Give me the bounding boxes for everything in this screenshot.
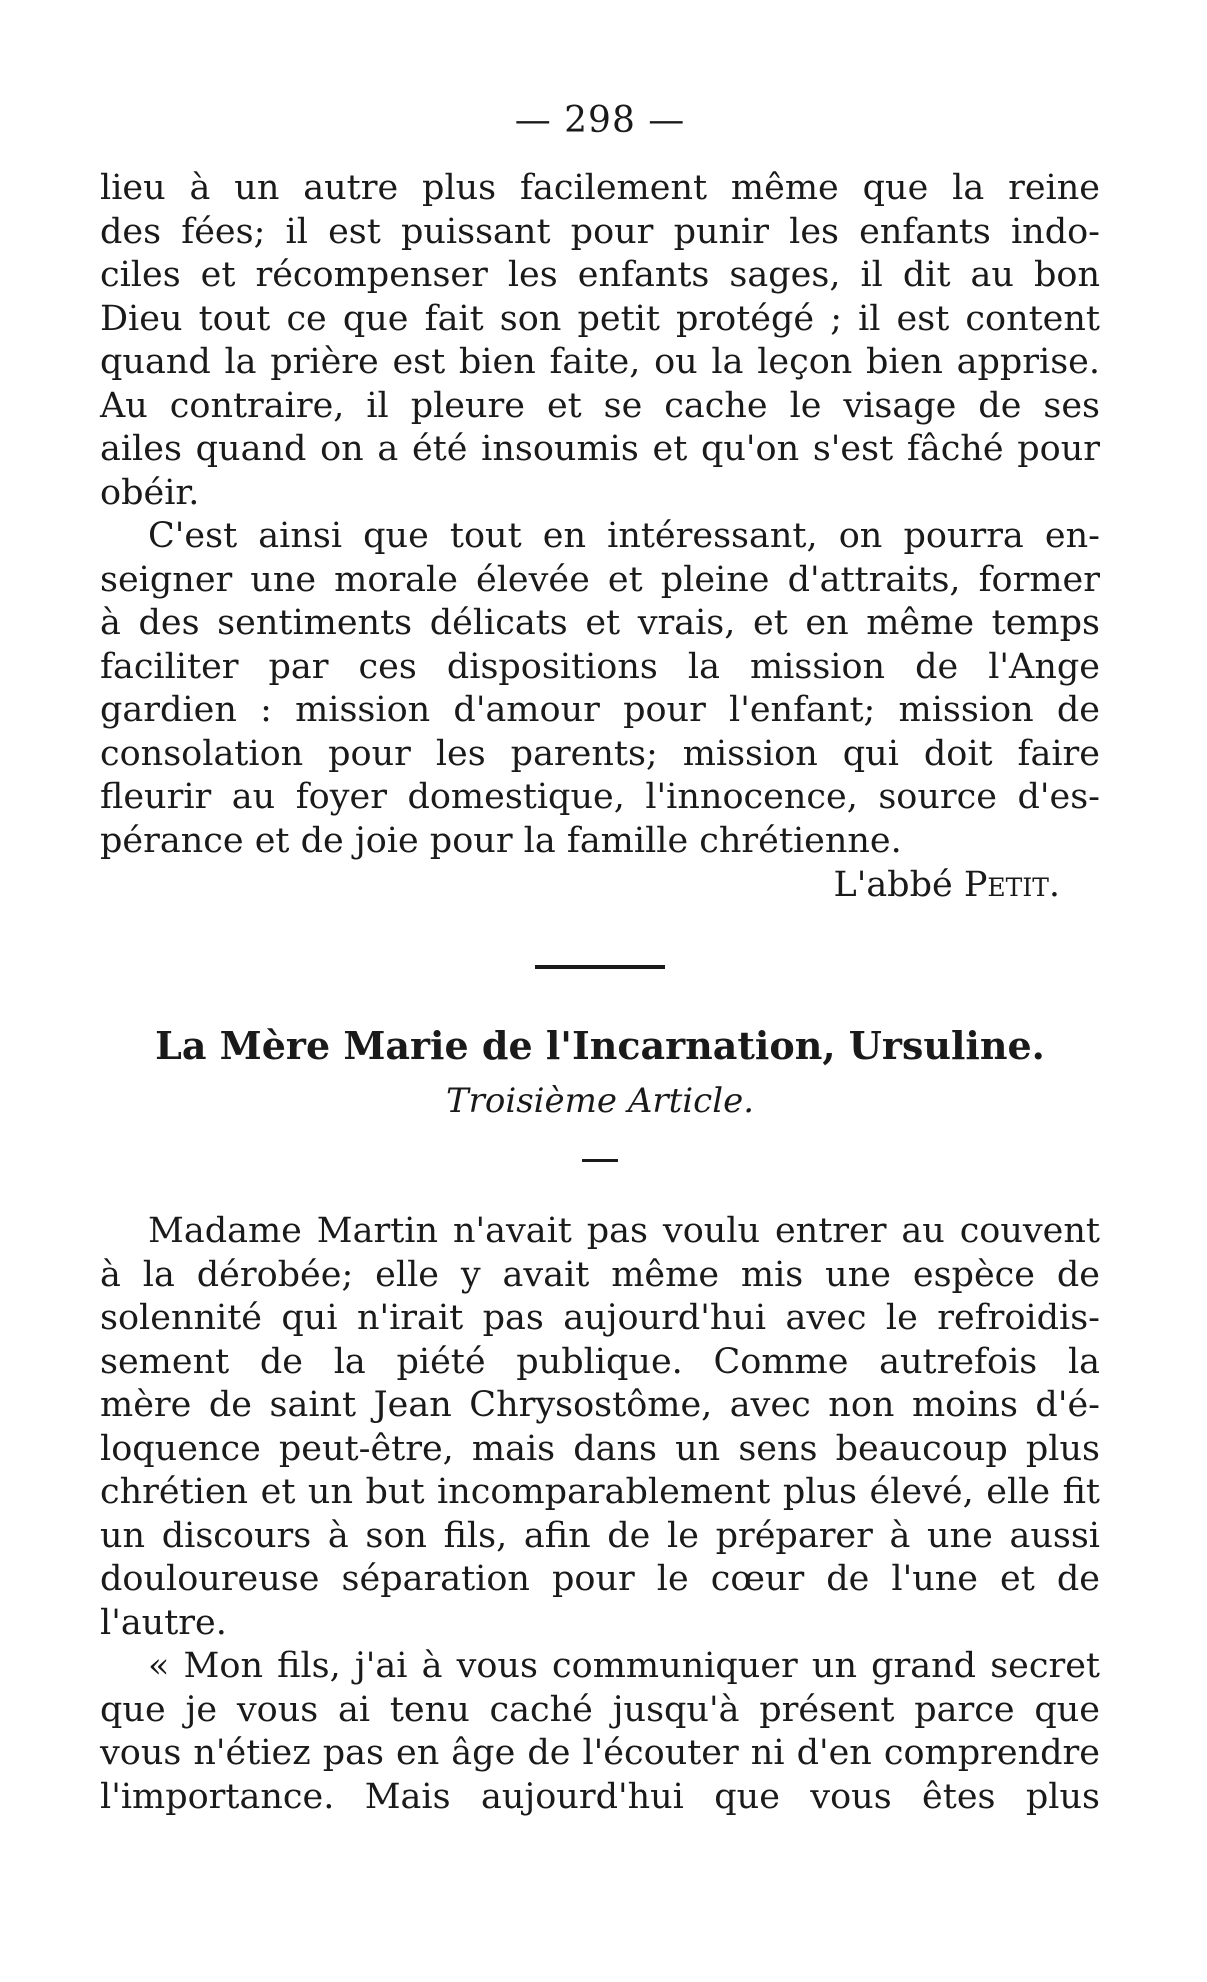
- text-line: des fées; il est puissant pour punir les enfants indo-: [100, 211, 1100, 252]
- subtitle-dash: [582, 1159, 618, 1162]
- article-subtitle: Troisième Article.: [445, 1081, 755, 1121]
- text-line: l'importance. Mais aujourd'hui que vous êtes plus: [100, 1776, 1100, 1817]
- text-line: que je vous ai tenu caché jusqu'à présent parce que: [100, 1689, 1100, 1730]
- signature-prefix: L'abbé: [833, 865, 964, 905]
- text-line: faciliter par ces dispositions la mission de l'Ange: [100, 646, 1100, 687]
- section-divider: [535, 965, 665, 969]
- text-line: quand la prière est bien faite, ou la leçon bien apprise.: [100, 342, 1100, 382]
- text-line: « Mon fils, j'ai à vous communiquer un grand secret: [148, 1646, 1100, 1686]
- text-line: vous n'étiez pas en âge de l'écouter ni d'en comprendre: [100, 1733, 1100, 1773]
- paragraph-speech: [100, 1645, 1100, 1819]
- text-line: gardien : mission d'amour pour l'enfant; mission de: [100, 690, 1100, 730]
- text-line: mère de saint Jean Chrysostôme, avec non moins d'é-: [100, 1385, 1100, 1425]
- text-line: obéir.: [100, 472, 200, 513]
- text-line: fleurir au foyer domestique, l'innocence, source d'es-: [100, 777, 1100, 817]
- text-line: ailes quand on a été insoumis et qu'on s'est fâché pour: [100, 429, 1100, 469]
- text-line: Dieu tout ce que fait son petit protégé ; il est content: [100, 298, 1100, 339]
- book-page: [100, 100, 1100, 1819]
- paragraph-conclusion: [100, 515, 1100, 863]
- text-line: Madame Martin n'avait pas voulu entrer au couvent: [148, 1211, 1100, 1251]
- text-line: loquence peut-être, mais dans un sens beaucoup plus: [100, 1428, 1100, 1469]
- text-line: C'est ainsi que tout en intéressant, on pourra en-: [148, 516, 1100, 556]
- paragraph-madame-martin: [100, 1210, 1100, 1645]
- text-line: ciles et récompenser les enfants sages, il dit au bon: [100, 255, 1100, 295]
- text-line: douloureuse séparation pour le cœur de l'une et de: [100, 1559, 1100, 1599]
- paragraph-guardian-angel: [100, 167, 1100, 515]
- author-signature: [100, 863, 1100, 907]
- text-line: lieu à un autre plus facilement même que la reine: [100, 168, 1100, 208]
- text-line: l'autre.: [100, 1602, 227, 1643]
- text-line: solennité qui n'irait pas aujourd'hui avec le refroidis-: [100, 1298, 1100, 1338]
- article-title: La Mère Marie de l'Incarnation, Ursuline.: [155, 1023, 1045, 1068]
- text-line: chrétien et un but incomparablement plus élevé, elle fit: [100, 1472, 1100, 1512]
- page-number: — 298 —: [514, 100, 686, 141]
- text-line: un discours à son fils, afin de le préparer à une aussi: [100, 1515, 1100, 1556]
- signature-name: Petit.: [963, 865, 1060, 905]
- text-line: seigner une morale élevée et pleine d'attraits, former: [100, 559, 1100, 600]
- text-line: pérance et de joie pour la famille chrétienne.: [100, 820, 902, 861]
- text-line: à la dérobée; elle y avait même mis une espèce de: [100, 1254, 1100, 1295]
- text-line: consolation pour les parents; mission qui doit faire: [100, 733, 1100, 774]
- text-line: sement de la piété publique. Comme autrefois la: [100, 1341, 1100, 1382]
- text-line: à des sentiments délicats et vrais, et en même temps: [100, 603, 1100, 643]
- text-line: Au contraire, il pleure et se cache le visage de ses: [100, 385, 1100, 426]
